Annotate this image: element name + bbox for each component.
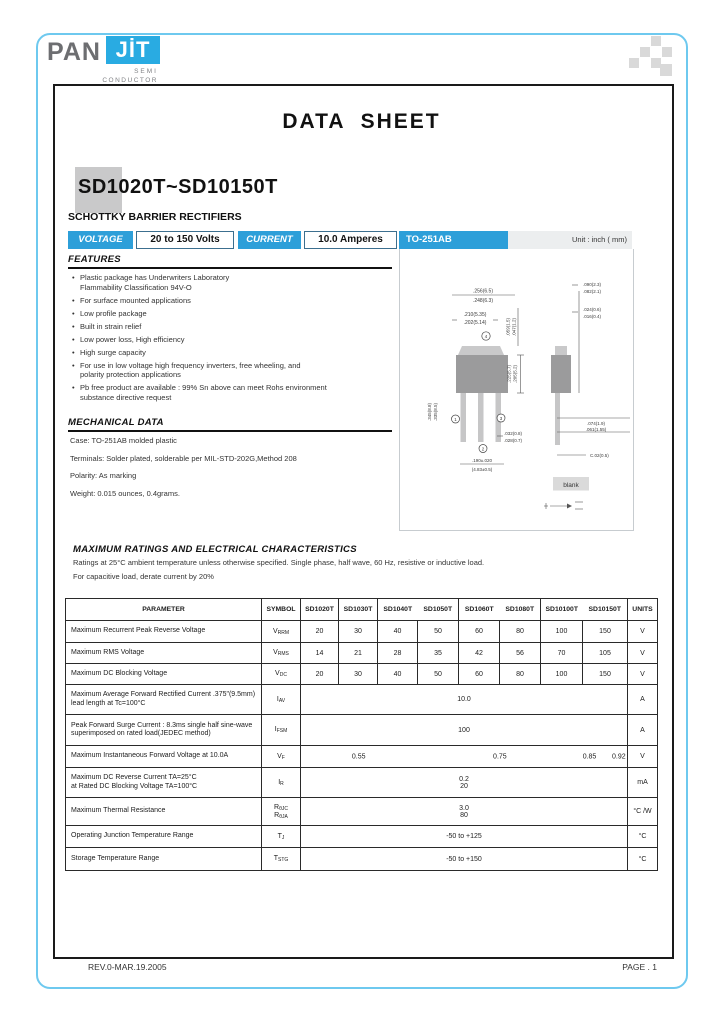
symbol-cell: IAV — [262, 685, 301, 715]
feature-item: • High surge capacity — [72, 347, 146, 357]
mechanical-item: Weight: 0.015 ounces, 0.4grams. — [70, 488, 180, 498]
page-title: DATA SHEET — [282, 110, 441, 133]
table-header-row — [66, 599, 658, 621]
dim-thickness-mm: .082(2.1) — [583, 289, 602, 294]
table-row-vdc: Maximum DC Blocking Voltage VDC 20 30 40 50 60 80 100 150 V — [66, 664, 658, 685]
table-row-tstg: Storage Temperature Range TSTG -50 to +150 °C — [66, 848, 658, 871]
ratings-table — [65, 598, 658, 871]
ratings-note-2: For capacitive load, derate current by 20% — [73, 572, 214, 581]
marking-blank-label: blank — [563, 482, 579, 489]
symbol-cell: VDC — [262, 664, 301, 685]
mechanical-heading: MECHANICAL DATA — [68, 417, 164, 428]
feature-item: • Low power loss, High efficiency — [72, 334, 185, 344]
feature-item: • For use in low voltage high frequency inverters, free wheeling, and polarity protection applications — [72, 360, 301, 379]
symbol-cell: VF — [262, 746, 301, 768]
feature-item: • Plastic package has Underwriters Laboratory Flammability Classification 94V-O — [72, 273, 230, 292]
voltage-label-badge: VOLTAGE — [68, 231, 133, 249]
symbol-cell: RθJC RθJA — [262, 798, 301, 826]
features-rule — [68, 267, 392, 269]
page-number: PAGE . 1 — [622, 962, 657, 972]
mechanical-item: Polarity: As marking — [70, 471, 137, 480]
symbol-cell: TSTG — [262, 848, 301, 871]
col-header: SD1060T — [459, 599, 500, 621]
col-header: SYMBOL — [262, 599, 301, 621]
features-list — [72, 273, 394, 406]
dim-thickness-inch: .090(2.3) — [583, 282, 602, 287]
table-row-vrms: Maximum RMS Voltage VRMS 14 21 28 35 42 56 70 105 V — [66, 643, 658, 664]
col-header: SD10150T — [583, 599, 628, 621]
package-body-front — [456, 355, 508, 393]
dim-lead-span-mm: (4.83±0.5) — [471, 467, 493, 472]
mechanical-rule — [68, 430, 392, 432]
dim-lead-width-mm: .028(0.7) — [504, 438, 523, 443]
voltage-value-box: 20 to 150 Volts — [136, 231, 234, 249]
logo-pan-text: PAN — [47, 38, 101, 66]
mechanical-list — [70, 436, 400, 506]
symbol-cell: VRRM — [262, 621, 301, 643]
product-family-heading: SCHOTTKY BARRIER RECTIFIERS — [68, 211, 242, 223]
package-outline-diagram — [399, 249, 634, 531]
dim-overall-length-mm: .335(8.5) — [433, 402, 438, 422]
col-header: PARAMETER — [66, 599, 262, 621]
lead-1 — [461, 393, 467, 442]
dim-top-width-mm: .248(6.3) — [472, 298, 494, 304]
current-value-box: 10.0 Amperes — [304, 231, 397, 249]
dim-lead-thickness-inch: .024(0.6) — [583, 307, 602, 312]
table-row-iav: Maximum Average Forward Rectified Current .375"(9.5mm) lead length at Tc=100°C IAV 10.0 A — [66, 685, 658, 715]
pin3-number: 3 — [499, 416, 503, 421]
dim-cap-height-mm: .047(1.2) — [511, 317, 517, 337]
unit-note: Unit : inch ( mm) — [508, 231, 632, 249]
pin1-number: 1 — [454, 417, 457, 422]
revision-note: REV.0-MAR.19.2005 — [88, 962, 167, 972]
col-header: SD1030T — [339, 599, 378, 621]
ratings-heading: MAXIMUM RATINGS AND ELECTRICAL CHARACTERISTICS — [73, 544, 357, 555]
dim-lead-width-inch: .032(0.8) — [504, 431, 523, 436]
feature-item: • For surface mounted applications — [72, 295, 191, 305]
col-header: SD1020T — [301, 599, 339, 621]
dim-tab-width-inch: .210(5.35) — [463, 312, 487, 318]
dim-body-height-mm: .205(5.2) — [512, 364, 518, 384]
mechanical-item: Terminals: Solder plated, solderable per MIL-STD-202G,Method 208 — [70, 453, 297, 463]
col-header: SD1080T — [500, 599, 541, 621]
col-header: UNITS — [628, 599, 658, 621]
table-row-thermal: Maximum Thermal Resistance RθJC RθJA 3.0 80 °C /W — [66, 798, 658, 826]
dim-top-width-inch: .256(6.5) — [472, 288, 494, 295]
dim-lead-span-inch: .190±.020 — [472, 458, 492, 463]
features-heading: FEATURES — [68, 254, 121, 265]
dim-body-height-inch: .225(5.7) — [506, 364, 512, 384]
table-row-vf: Maximum Instantaneous Forward Voltage at 10.0A VF 0.55 0.75 0.85 0.92 V — [66, 746, 658, 768]
marking-direction-arrow-icon — [567, 504, 572, 509]
current-label-badge: CURRENT — [238, 231, 301, 249]
table-row-ifsm: Peak Forward Surge Current : 8.3ms single half sine-wave superimposed on rated load(JEDEC method) IFSM 100 A — [66, 715, 658, 746]
dim-tab-width-mm: .202(5.14) — [463, 320, 487, 326]
package-tab-front — [458, 346, 504, 355]
symbol-cell: VRMS — [262, 643, 301, 664]
logo-jit-badge: JİT — [106, 36, 160, 64]
lead-side — [555, 393, 560, 445]
ratings-note-1: Ratings at 25°C ambient temperature unless otherwise specified. Single phase, half wave, 60 Hz, resistive or inductive load. — [73, 558, 485, 567]
lead-2 — [478, 393, 484, 442]
mechanical-item: Case: TO-251AB molded plastic — [70, 436, 177, 445]
package-tab-side — [555, 346, 567, 355]
logo-conductor-text: CONDUCTOR — [102, 77, 158, 84]
to251ab-drawing — [400, 249, 633, 530]
feature-item: • Low profile package — [72, 308, 147, 318]
symbol-cell: IR — [262, 768, 301, 798]
symbol-cell: TJ — [262, 826, 301, 848]
col-header: SD10100T — [541, 599, 583, 621]
dim-chamfer: C.02(0.5) — [590, 453, 609, 458]
symbol-cell: IFSM — [262, 715, 301, 746]
col-header: SD1040T — [378, 599, 418, 621]
package-body-side — [551, 355, 571, 393]
table-row-tj: Operating Junction Temperature Range TJ -50 to +125 °C — [66, 826, 658, 848]
pin4-number: 4 — [484, 334, 488, 339]
feature-item: • Pb free product are available : 99% Sn above can meet Rohs environment substance directive request — [72, 383, 327, 402]
dim-cap-height-inch: .059(1.5) — [505, 317, 511, 337]
pin2-number: 2 — [481, 446, 485, 452]
col-header: SD1050T — [418, 599, 459, 621]
part-number-heading: SD1020T~SD10150T — [78, 176, 278, 198]
dim-lead-thickness-mm: .016(0.4) — [583, 314, 602, 319]
table-row-ir: Maximum DC Reverse Current TA=25°C at Rated DC Blocking Voltage TA=100°C IR 0.2 20 mA — [66, 768, 658, 798]
dim-standoff-inch: .074(1.9) — [586, 421, 606, 426]
table-row-vrrm: Maximum Recurrent Peak Reverse Voltage VRRM 20 30 40 50 60 80 100 150 V — [66, 621, 658, 643]
package-type-badge: TO-251AB — [399, 231, 508, 249]
dim-standoff-mm: .061(1.55) — [585, 427, 607, 432]
logo-semi-text: SEMI — [134, 68, 158, 75]
dim-overall-length-inch: .345(8.8) — [427, 402, 432, 422]
feature-item: • Built in strain relief — [72, 321, 142, 331]
